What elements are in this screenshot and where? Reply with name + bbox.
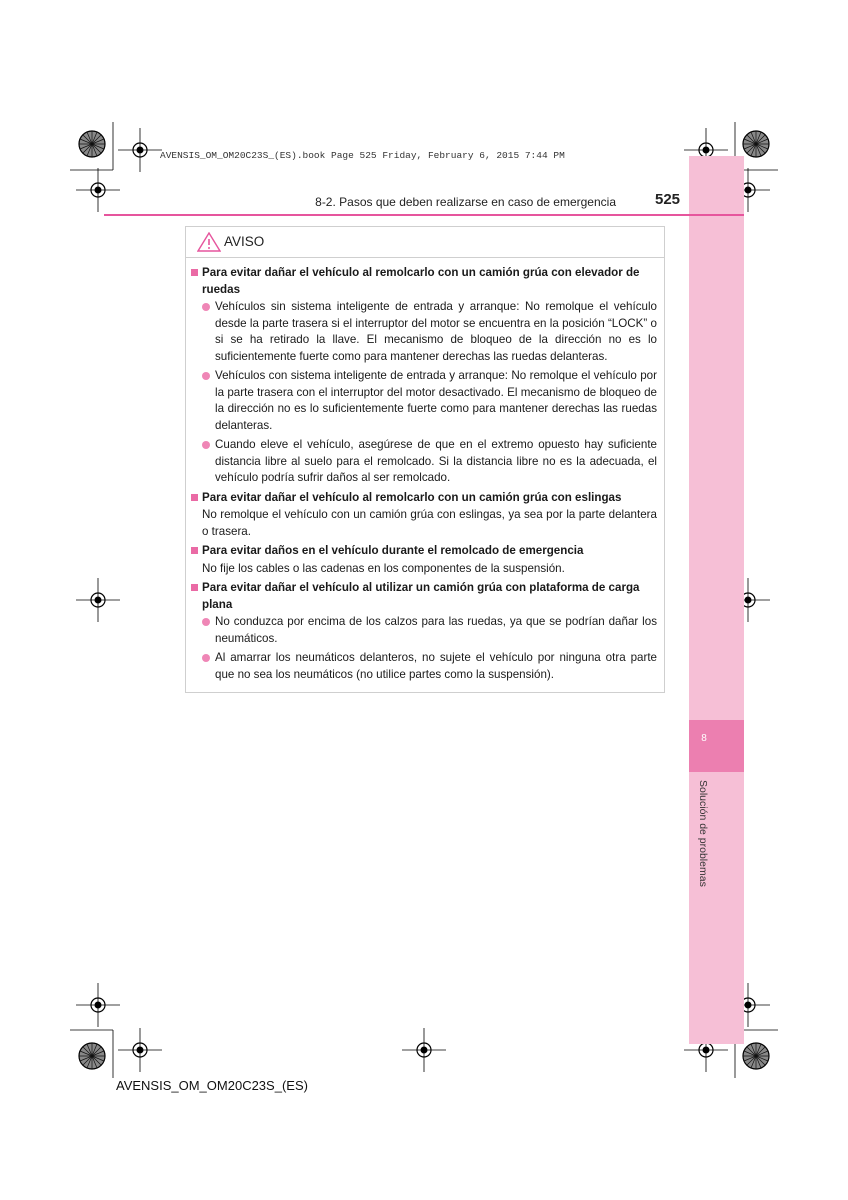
chapter-title: Solución de problemas (697, 780, 709, 887)
dot-bullet-icon (202, 618, 210, 626)
square-bullet-icon (191, 584, 198, 591)
section-heading: Para evitar dañar el vehículo al remolcarlo con un camión grúa con eslingas (191, 490, 657, 507)
dot-bullet-icon (202, 372, 210, 380)
bullet-item: Vehículos sin sistema inteligente de entrada y arranque: No remolque el vehículo desde la parte trasera si el interruptor del motor se encuentra en la posición “LOCK” o si se ha retirado la llave. El mecanismo de bloqueo de la dirección no es lo suficientemente fuerte como para mantener derechas las ruedas delanteras. (191, 299, 657, 365)
warning-title: AVISO (224, 234, 265, 249)
bullet-item: Cuando eleve el vehículo, asegúrese de que en el extremo opuesto hay suficiente distancia libre al suelo para el remolcado. Si la distancia libre no es la adecuada, el vehículo podría sufrir daños al ser remolcado. (191, 437, 657, 487)
bullet-item: Al amarrar los neumáticos delanteros, no sujete el vehículo por ninguna otra parte que no sea los neumáticos (no utilice partes como la suspensión). (191, 650, 657, 683)
section-text: No remolque el vehículo con un camión grúa con eslingas, ya sea por la parte delantera o trasera. (202, 508, 657, 538)
header-rule (104, 214, 744, 216)
warning-triangle-icon (197, 232, 221, 252)
footer-doc-id: AVENSIS_OM_OM20C23S_(ES) (116, 1078, 308, 1093)
section-heading: Para evitar dañar el vehículo al utilizar un camión grúa con plataforma de carga plana (191, 580, 657, 613)
warning-header (186, 227, 664, 258)
chapter-side-tab (689, 156, 744, 1044)
square-bullet-icon (191, 494, 198, 501)
section-heading: Para evitar daños en el vehículo durante el remolcado de emergencia (191, 543, 657, 560)
section-title: 8-2. Pasos que deben realizarse en caso de emergencia (315, 195, 616, 209)
square-bullet-icon (191, 269, 198, 276)
dot-bullet-icon (202, 303, 210, 311)
warning-box (185, 226, 665, 693)
bullet-item: No conduzca por encima de los calzos para las ruedas, ya que se podrían dañar los neumáticos. (191, 614, 657, 647)
chapter-number: 8 (701, 733, 707, 744)
warning-content (191, 265, 657, 686)
page-number: 525 (655, 191, 681, 208)
bullet-item: Vehículos con sistema inteligente de entrada y arranque: No remolque el vehículo por la parte trasera con el interruptor del motor desactivado. El mecanismo de bloqueo de la dirección no es lo suficientemente fuerte como para mantener derechas las ruedas delanteras. (191, 368, 657, 434)
section-text: No fije los cables o las cadenas en los componentes de la suspensión. (202, 561, 565, 575)
dot-bullet-icon (202, 654, 210, 662)
print-info: AVENSIS_OM_OM20C23S_(ES).book Page 525 Friday, February 6, 2015 7:44 PM (160, 150, 565, 161)
section-heading: Para evitar dañar el vehículo al remolcarlo con un camión grúa con elevador de ruedas (191, 265, 657, 298)
square-bullet-icon (191, 547, 198, 554)
chapter-number-block (689, 720, 744, 772)
dot-bullet-icon (202, 441, 210, 449)
